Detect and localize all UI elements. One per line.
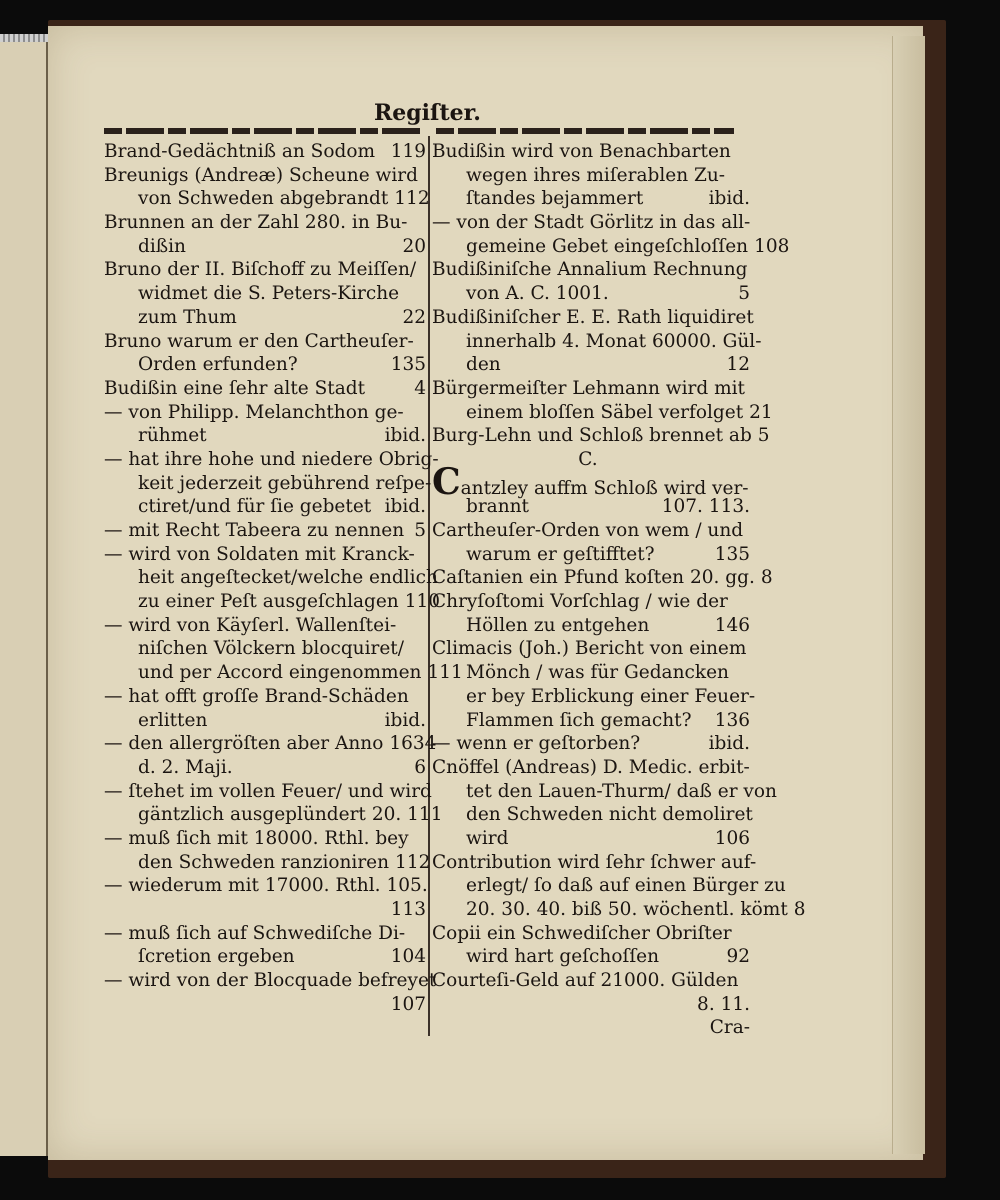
entry-text: Burg-Lehn und Schloß brennet ab [432,425,752,447]
index-entry-line [104,282,426,306]
entry-page-number: 136 [714,709,750,731]
entry-text: Contribution wird ſehr ſchwer auf- [432,851,757,873]
entry-page-number: ibid. [708,733,750,755]
index-entry-line [432,566,773,590]
index-entry-line [432,661,750,685]
entry-text: gemeine Gebet eingeſchloſſen [466,235,749,257]
index-entry-line [432,187,750,211]
entry-text: den Schweden ranzioniren [138,851,390,873]
index-entry-line [432,235,790,259]
entry-text: — von Philipp. Melanchthon ge- [104,401,404,423]
index-entry-line [104,780,432,804]
entry-page-number: 8. 11. [697,993,750,1015]
entry-page-number: 21 [749,401,773,423]
entry-page-number: 111 [427,662,463,684]
entry-text: den Schweden nicht demoliret [466,804,753,826]
entry-text: Brunnen an der Zahl 280. in Bu- [104,212,408,234]
entry-text: und per Accord eingenommen [138,662,422,684]
entry-page-number: 5 [757,425,770,447]
index-entry-line [104,922,426,946]
index-entry-line [432,874,786,898]
index-entry-line [104,472,432,496]
index-entry-line [432,685,756,709]
entry-page-number: 6 [414,756,426,778]
index-entry-line [104,401,426,425]
index-entry-line [104,377,426,401]
entry-page-number: 20. 111 [371,804,443,826]
index-entry-line [104,685,426,709]
index-column-left [104,140,463,1016]
entry-text: Budißin eine ſehr alte Stadt [104,377,366,399]
index-entry-line [432,211,750,235]
entry-text: Cantzley auffm Schloß wird ver- [432,460,749,503]
index-entry-line [432,590,750,614]
entry-page-number: 119 [390,141,426,162]
entry-text: — muß ſich auf Schwediſche Di- [104,922,406,944]
index-entry-line [432,993,750,1017]
index-entry-line [432,448,750,472]
entry-page-number: 1634 [389,733,437,755]
index-entry-line [432,1016,750,1040]
header-rule-left [104,128,424,134]
entry-text: rühmet [138,425,207,447]
index-entry-line [104,495,426,519]
index-entry-line [104,566,438,590]
entry-text: — wiederum mit 17000. Rthl. [104,875,381,897]
entry-text: Brand-Gedächtniß an Sodom [104,141,376,162]
index-entry-line [432,140,750,164]
entry-text: Courteſi-Geld auf 21000. Gülden [432,970,739,992]
index-entry-line [432,614,750,638]
index-entry-line [104,851,431,875]
index-entry-line [104,164,426,188]
entry-page-number: ibid. [384,425,426,447]
index-entry-line [432,756,750,780]
index-entry-line [104,732,437,756]
entry-text: den [466,354,501,376]
entry-text: — wird von Käyſerl. Wallenſtei- [104,614,397,636]
index-entry-line [432,543,750,567]
index-entry-line [432,401,773,425]
entry-text: — wird von der Blocquade befreyet [104,970,437,992]
entry-page-number: 135 [390,354,426,376]
entry-text: brannt [466,496,529,518]
entry-text: von A. C. 1001. [466,283,609,305]
header-rule-right [436,128,734,134]
entry-text: ſtandes bejammert [466,188,644,210]
index-entry-line [432,519,750,543]
index-entry-line [104,874,426,898]
entry-text: 20. 30. 40. biß 50. wöchentl. kömt [466,899,788,920]
entry-text: keit jederzeit gebührend reſpe- [138,472,432,494]
entry-text: — hat offt groſſe Brand-Schäden [104,685,409,707]
index-entry-line [432,803,753,827]
entry-text: Budißin wird von Benachbarten [432,141,731,162]
entry-page-number: 110 [404,591,441,613]
entry-text: — von der Stadt Görlitz in das all- [432,212,751,234]
index-entry-line [432,945,750,969]
entry-page-number: 12 [726,354,750,376]
index-entry-line [432,424,770,448]
entry-text: — wenn er geſtorben? [432,733,641,755]
entry-text: zu einer Peſt ausgeſchlagen [138,591,399,613]
entry-text: — hat ihre hohe und niedere Obrig- [104,448,439,470]
entry-text: — muß ſich mit 18000. Rthl. bey [104,827,409,849]
index-entry-line [104,709,426,733]
index-entry-line [432,827,750,851]
index-entry-line [104,827,426,851]
index-entry-line [432,306,754,330]
entry-page-number: 8 [760,567,773,589]
entry-text: zum Thum [138,306,237,328]
entry-text: — wird von Soldaten mit Kranck- [104,543,415,565]
index-entry-line [432,377,750,401]
index-entry-line [104,187,430,211]
entry-page-number: 20 [402,235,426,257]
entry-page-number: Cra- [709,1017,750,1039]
entry-text: Flammen ſich gemacht? [466,709,692,731]
index-entry-line [104,614,426,638]
index-entry-line [104,661,463,685]
entry-text: — mit Recht Tabeera zu nennen [104,520,405,541]
entry-text: widmet die S. Peters-Kirche [138,283,400,305]
entry-page-number: 8 [793,899,806,920]
entry-text: d. 2. Maji. [138,756,233,778]
entry-text: von Schweden abgebrandt [138,188,389,210]
entry-page-number: 104 [390,946,426,968]
entry-text: wegen ihres miſerablen Zu- [466,164,726,186]
index-entry-line [432,460,750,503]
entry-page-number: ibid. [384,709,426,731]
index-entry-line [104,211,426,235]
index-entry-line [104,448,439,472]
index-entry-line [432,898,806,922]
index-entry-line [104,969,437,993]
index-entry-line [104,945,426,969]
index-entry-line [432,969,750,993]
entry-page-number: 22 [402,306,426,328]
index-entry-line [104,140,426,164]
entry-page-number: 107. 113. [661,496,750,518]
entry-text: heit angeſtecket/welche endlich [138,567,438,589]
entry-text: Breunigs (Andreæ) Scheune wird [104,164,418,186]
index-entry-line [104,330,426,354]
entry-text: Budißiniſcher E. E. Rath liquidiret [432,306,754,328]
entry-page-number: 92 [726,946,750,968]
entry-text: Cartheuſer-Orden von wem / und [432,520,744,541]
index-entry-line [432,780,777,804]
entry-page-number: 146 [714,614,750,636]
entry-text: Höllen zu entgehen [466,614,650,636]
index-entry-line [104,590,441,614]
entry-text: niſchen Völckern blocquiret/ [138,638,404,660]
entry-page-number: 135 [714,543,750,565]
entry-text: innerhalb 4. Monat 60000. Gül- [466,330,762,352]
index-entry-line [104,543,426,567]
index-entry-line [432,258,750,282]
entry-text: C. [578,448,598,470]
entry-text: Mönch / was für Gedancken [466,662,729,684]
entry-text: Chryſoſtomi Vorſchlag / wie der [432,591,728,613]
index-entry-line [432,709,750,733]
index-entry-line [432,637,750,661]
entry-page-number: 107 [390,993,426,1015]
binder-clip [0,34,55,42]
entry-text: Copii ein Schwediſcher Obriſter [432,922,732,944]
page-edges [892,36,925,1154]
entry-text: warum er geſtifftet? [466,543,655,565]
index-entry-line [432,164,750,188]
entry-text: — den allergröſten aber Anno [104,733,384,755]
left-page-edge [0,36,48,1156]
index-entry-line [104,637,426,661]
entry-page-number: 5 [414,520,426,541]
entry-page-number: 4 [414,377,426,399]
index-entry-line [104,235,426,259]
entry-text: Caſtanien ein Pfund koſten 20. gg. [432,567,755,589]
entry-text: Cnöffel (Andreas) D. Medic. erbit- [432,756,750,778]
entry-text: — ſtehet im vollen Feuer/ und wird [104,780,432,802]
page-header: Regiſter. [374,100,481,126]
entry-text: wird hart geſchoſſen [466,946,660,968]
entry-text: wird [466,827,509,849]
index-entry-line [104,353,426,377]
index-entry-line [432,353,750,377]
index-entry-line [104,993,426,1017]
index-entry-line [104,898,426,922]
index-entry-line [432,851,757,875]
entry-text: einem bloſſen Säbel verfolget [466,401,744,423]
entry-text: Orden erfunden? [138,354,298,376]
index-entry-line [104,756,426,780]
entry-page-number: 106 [714,827,750,849]
entry-text: ctiret/und für ſie gebetet [138,496,372,518]
entry-page-number: 113 [390,899,426,920]
entry-text: tet den Lauen-Thurm/ daß er von [466,780,777,802]
index-entry-line [432,330,762,354]
index-entry-line [432,922,750,946]
index-entry-line [104,258,426,282]
entry-text: Bruno warum er den Cartheuſer- [104,330,414,352]
index-entry-line [104,306,426,330]
index-entry-line [432,282,750,306]
index-column-right [432,140,806,1040]
index-entry-line [104,519,426,543]
entry-text: Bruno der II. Biſchoff zu Meiſſen/ [104,259,417,281]
entry-text: dißin [138,235,186,257]
entry-text: erlegt/ ſo daß auf einen Bürger zu [466,875,786,897]
entry-page-number: ibid. [708,188,750,210]
entry-text: ſcretion ergeben [138,946,295,968]
index-entry-line [432,732,750,756]
entry-text: Bürgermeiſter Lehmann wird mit [432,377,745,399]
entry-page-number: 108 [754,235,790,257]
entry-page-number: 112 [395,851,431,873]
entry-page-number: 112 [394,188,430,210]
entry-page-number: 105. [386,875,428,897]
entry-page-number: ibid. [384,496,426,518]
entry-page-number: 5 [738,283,750,305]
entry-text: Climacis (Joh.) Bericht von einem [432,638,747,660]
entry-text: er bey Erblickung einer Feuer- [466,685,756,707]
entry-text: erlitten [138,709,208,731]
entry-text: gäntzlich ausgeplündert [138,804,366,826]
index-entry-line [104,803,443,827]
index-entry-line [104,424,426,448]
entry-text: Budißiniſche Annalium Rechnung [432,259,748,281]
